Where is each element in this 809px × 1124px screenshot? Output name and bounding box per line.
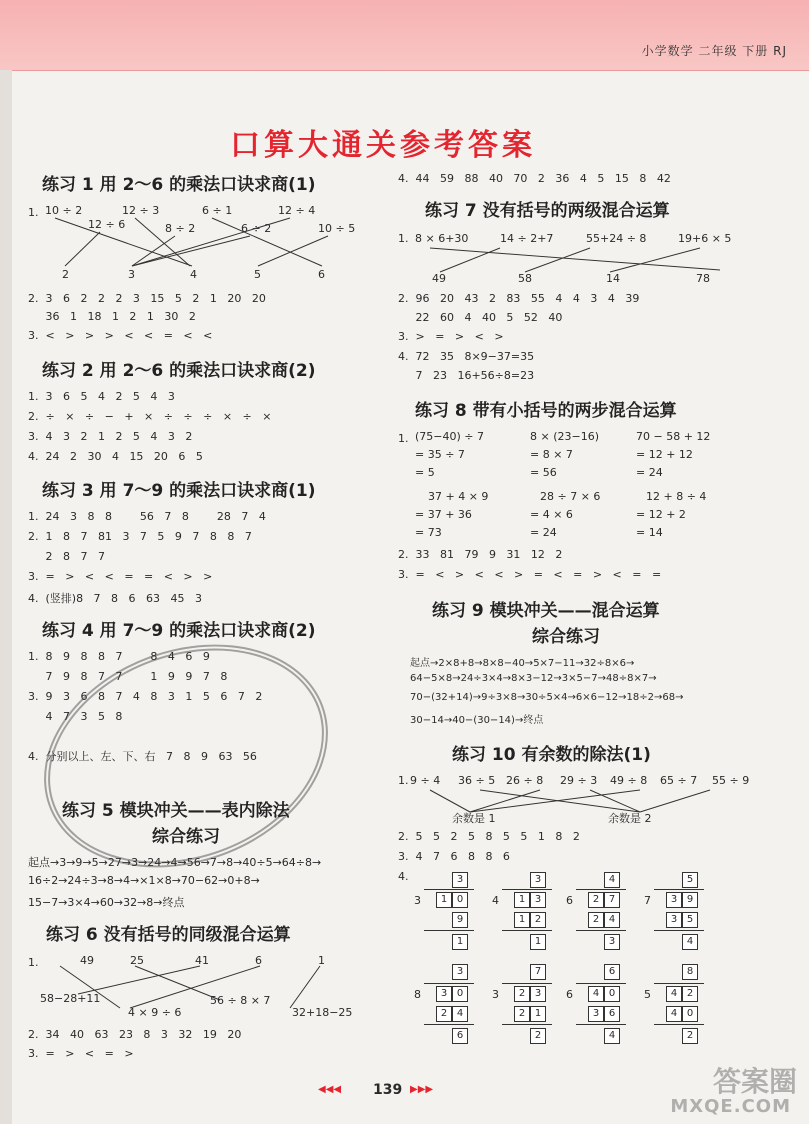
ex1-q2: 36 1 18 1 2 1 30 2 — [28, 310, 196, 323]
ex3-line: 4. (竖排)8 7 8 6 63 45 3 — [28, 592, 202, 605]
ex8-step: = 24 — [636, 466, 663, 479]
ex8-line: 2. 33 81 79 9 31 12 2 — [398, 548, 563, 561]
exercise-6-title: 练习 6 没有括号的同级混合运算 — [46, 925, 291, 945]
remainder-label: 余数是 2 — [608, 812, 652, 825]
ex8-step: = 24 — [530, 526, 557, 539]
ex6-bottom: 58−28+11 — [40, 992, 101, 1005]
ex10-item: 55 ÷ 9 — [712, 774, 750, 787]
ex3-line: 2 8 7 7 — [28, 550, 105, 563]
ex7-bottom: 78 — [696, 272, 710, 285]
q1-label: 1. — [398, 774, 409, 787]
ex8-step: 37 + 4 × 9 — [428, 490, 489, 503]
ex9-line: 30−14→40−(30−14)→终点 — [410, 715, 544, 726]
ex8-step: 70 − 58 + 12 — [636, 430, 711, 443]
q1-label: 1. — [28, 206, 39, 219]
exercise-2-title: 练习 2 用 2～6 的乘法口诀求商(2) — [42, 361, 316, 381]
ex1-answer: 4 — [190, 268, 197, 281]
ex10-line: 4. — [398, 870, 409, 883]
ex1-q3: 3. < > > > < < = < < — [28, 329, 213, 342]
page-number: 139 — [373, 1082, 403, 1098]
ex8-step: 12 + 8 ÷ 4 — [646, 490, 707, 503]
exercise-10-title: 练习 10 有余数的除法(1) — [452, 745, 651, 765]
ex4-line: 7 9 8 7 7 1 9 9 7 8 — [28, 670, 228, 683]
ex6-top: 49 — [80, 954, 94, 967]
ex6-top: 6 — [255, 954, 262, 967]
exercise-9-title: 练习 9 模块冲关——混合运算 — [432, 601, 660, 621]
ex1-answer: 5 — [254, 268, 261, 281]
ex7-top: 8 × 6+30 — [415, 232, 469, 245]
exercise-5-title: 练习 5 模块冲关——表内除法 — [62, 801, 290, 821]
ex8-step: = 4 × 6 — [530, 508, 573, 521]
ex8-step: 28 ÷ 7 × 6 — [540, 490, 601, 503]
ex1-item: 6 ÷ 2 — [241, 222, 272, 235]
q1-label: 1. — [28, 956, 39, 969]
q1-label: 1. — [398, 232, 409, 245]
ex7-top: 55+24 ÷ 8 — [586, 232, 647, 245]
ex8-step: = 8 × 7 — [530, 448, 573, 461]
ex5-line: 起点→3→9→5→27→3→24→4→56→7→8→40÷5→64÷8→ — [28, 856, 322, 869]
ex2-line: 2. ÷ × ÷ − + × ÷ ÷ ÷ × ÷ × — [28, 410, 272, 423]
next-arrows: ▶▶▶ — [410, 1084, 434, 1095]
ex6-line: 3. = > < = > — [28, 1047, 134, 1060]
ex8-step: = 56 — [530, 466, 557, 479]
ex1-answer: 2 — [62, 268, 69, 281]
ex8-step: = 12 + 2 — [636, 508, 686, 521]
ex6-top: 41 — [195, 954, 209, 967]
ex3-line: 3. = > < < = = < > > — [28, 570, 213, 583]
ex7-top: 19+6 × 5 — [678, 232, 732, 245]
ex7-line: 7 23 16+56÷8=23 — [398, 369, 535, 382]
ex8-step: (75−40) ÷ 7 — [415, 430, 485, 443]
ex7-line: 4. 72 35 8×9−37=35 — [398, 350, 535, 363]
ex6-top: 1 — [318, 954, 325, 967]
ex9-line: 64−5×8→24÷3×4→8×3−12→3×5−7→48÷8×7→ — [410, 673, 657, 684]
ex4-line: 4 7 3 5 8 — [28, 710, 123, 723]
ex1-item: 10 ÷ 2 — [45, 204, 83, 217]
exercise-1-title: 练习 1 用 2～6 的乘法口诀求商(1) — [42, 175, 316, 195]
ex2-line: 1. 3 6 5 4 2 5 4 3 — [28, 390, 175, 403]
ex1-q2: 2. 3 6 2 2 2 3 15 5 2 1 20 20 — [28, 292, 266, 305]
exercise-3-title: 练习 3 用 7～9 的乘法口诀求商(1) — [42, 481, 316, 501]
header-title: 小学数学 二年级 下册 RJ — [641, 44, 787, 58]
ex1-item: 8 ÷ 2 — [165, 222, 196, 235]
ex6-cont-line: 4. 44 59 88 40 70 2 36 4 5 15 8 42 — [398, 172, 671, 185]
ex3-line: 1. 24 3 8 8 56 7 8 28 7 4 — [28, 510, 266, 523]
ex3-line: 2. 1 8 7 81 3 7 5 9 7 8 8 7 — [28, 530, 252, 543]
ex9-line: 起点→2×8+8→8×8−40→5×7−11→32÷8×6→ — [410, 658, 635, 669]
ex7-bottom: 14 — [606, 272, 620, 285]
ex6-bottom: 56 ÷ 8 × 7 — [210, 994, 271, 1007]
ex4-line: 1. 8 9 8 8 7 8 4 6 9 — [28, 650, 210, 663]
ex8-line: 3. = < > < < > = < = > < = = — [398, 568, 662, 581]
prev-arrows: ◀◀◀ — [318, 1084, 342, 1095]
watermark-logo: 答案圈 — [712, 1065, 797, 1098]
exercise-8-title: 练习 8 带有小括号的两步混合运算 — [415, 401, 677, 421]
ex1-item: 10 ÷ 5 — [318, 222, 356, 235]
ex10-item: 26 ÷ 8 — [506, 774, 544, 787]
ex8-step: = 14 — [636, 526, 663, 539]
ex8-step: = 5 — [415, 466, 435, 479]
ex2-line: 3. 4 3 2 1 2 5 4 3 2 — [28, 430, 193, 443]
ex10-item: 9 ÷ 4 — [410, 774, 441, 787]
ex7-line: 22 60 4 40 5 52 40 — [398, 311, 563, 324]
ex10-item: 29 ÷ 3 — [560, 774, 598, 787]
ex6-top: 25 — [130, 954, 144, 967]
ex1-answer: 6 — [318, 268, 325, 281]
ex10-line: 3. 4 7 6 8 8 6 — [398, 850, 510, 863]
ex6-bottom: 4 × 9 ÷ 6 — [128, 1006, 182, 1019]
ex10-line: 2. 5 5 2 5 8 5 5 1 8 2 — [398, 830, 580, 843]
exercise-9-subtitle: 综合练习 — [532, 627, 600, 647]
ex8-step: = 35 ÷ 7 — [415, 448, 465, 461]
ex10-item: 36 ÷ 5 — [458, 774, 496, 787]
ex5-line: 15−7→3×4→60→32→8→终点 — [28, 896, 185, 909]
ex9-line: 70−(32+14)→9÷3×8→30÷5×4→6×6−12→18÷2→68→ — [410, 692, 684, 703]
ex8-step: 8 × (23−16) — [530, 430, 600, 443]
ex1-item: 12 ÷ 3 — [122, 204, 160, 217]
exercise-5-subtitle: 综合练习 — [152, 827, 220, 847]
remainder-label: 余数是 1 — [452, 812, 496, 825]
ex8-step: = 37 + 36 — [415, 508, 472, 521]
ex1-item: 12 ÷ 4 — [278, 204, 316, 217]
ex7-line: 3. > = > < > — [398, 330, 504, 343]
ex4-line: 4. 分别以上、左、下、右 7 8 9 63 56 — [28, 750, 257, 763]
watermark-url: MXQE.COM — [670, 1096, 791, 1117]
ex7-bottom: 49 — [432, 272, 446, 285]
ex1-answer: 3 — [128, 268, 135, 281]
ex6-line: 2. 34 40 63 23 8 3 32 19 20 — [28, 1028, 242, 1041]
ex7-top: 14 ÷ 2+7 — [500, 232, 554, 245]
ex8-step: = 73 — [415, 526, 442, 539]
ex10-item: 65 ÷ 7 — [660, 774, 698, 787]
q1-label: 1. — [398, 432, 409, 445]
ex7-bottom: 58 — [518, 272, 532, 285]
ex1-item: 12 ÷ 6 — [88, 218, 126, 231]
ex4-line: 3. 9 3 6 8 7 4 8 3 1 5 6 7 2 — [28, 690, 263, 703]
ex2-line: 4. 24 2 30 4 15 20 6 5 — [28, 450, 203, 463]
ex6-bottom: 32+18−25 — [292, 1006, 353, 1019]
ex8-step: = 12 + 12 — [636, 448, 693, 461]
ex10-item: 49 ÷ 8 — [610, 774, 648, 787]
exercise-4-title: 练习 4 用 7～9 的乘法口诀求商(2) — [42, 621, 316, 641]
ex5-line: 16÷2→24÷3→8→4→×1×8→70−62→0+8→ — [28, 874, 260, 887]
page-title: 口算大通关参考答案 — [230, 128, 536, 163]
ex1-item: 6 ÷ 1 — [202, 204, 233, 217]
ex7-line: 2. 96 20 43 2 83 55 4 4 3 4 39 — [398, 292, 640, 305]
exercise-7-title: 练习 7 没有括号的两级混合运算 — [425, 201, 670, 221]
